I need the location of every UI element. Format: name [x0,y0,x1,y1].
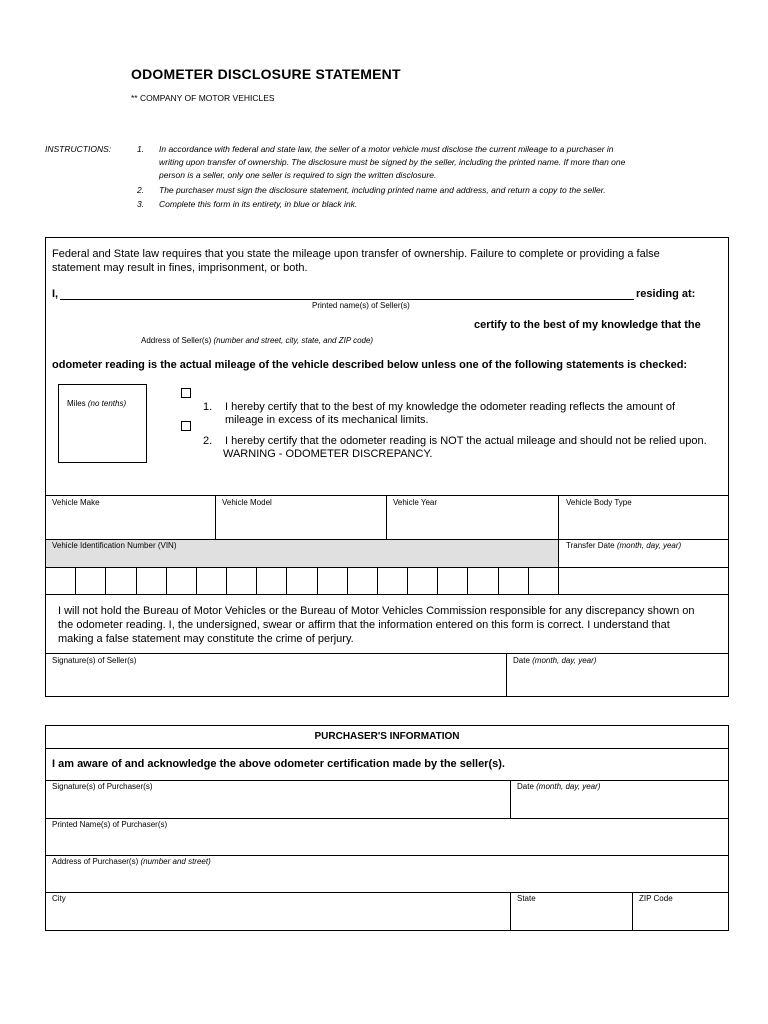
vehicle-make-field[interactable]: Vehicle Make [52,498,100,507]
transfer-date-italic: (month, day, year) [616,541,682,550]
instruction-1-line-3: person is a seller, only one seller is required to sign the written disclosure. [159,170,437,180]
law-text-line-1: Federal and State law requires that you state the mileage upon transfer of ownership. Failure to complete or providing a false [52,248,660,260]
printed-name-caption: Printed name(s) of Seller(s) [312,301,410,310]
vin-digit-cell[interactable] [45,568,75,594]
statement-2-line-2: WARNING - ODOMETER DISCREPANCY. [223,448,433,460]
vehicle-grid-divider-1 [215,495,216,540]
purchaser-acknowledge: I am aware of and acknowledge the above odometer certification made by the seller(s). [52,758,505,770]
statement-1-checkbox[interactable] [181,388,191,398]
miles-label [67,399,126,408]
purchaser-row-3 [45,818,729,819]
form-subtitle: ** COMPANY OF MOTOR VEHICLES [131,93,275,103]
statement-1-num: 1. [203,401,213,413]
purchaser-signature-field[interactable]: Signature(s) of Purchaser(s) [52,782,153,791]
vin-digit-cell[interactable] [528,568,558,594]
purchaser-row-2 [45,780,729,781]
vehicle-grid-divider-2 [386,495,387,540]
purchaser-address-italic: (number and street) [140,857,211,866]
purchaser-heading: PURCHASER'S INFORMATION [314,731,460,742]
vin-digit-cell[interactable] [226,568,256,594]
seller-address-caption [141,336,373,345]
purchaser-state-field[interactable]: State [517,894,536,903]
statement-1-line-2: mileage in excess of its mechanical limits. [225,414,429,426]
purchaser-city-divider [510,892,511,930]
purchaser-address-field[interactable] [52,857,211,866]
law-text-line-2: statement may result in fines, imprisonment, or both. [52,262,308,274]
statement-2-checkbox[interactable] [181,421,191,431]
residing-at-label: residing at: [636,288,696,300]
vehicle-grid-divider-3 [558,495,559,595]
vehicle-grid-top [45,495,729,496]
instruction-num-2: 2. [137,185,145,195]
seller-date-plain: Date [513,656,533,665]
seller-signature-row-top [45,653,729,654]
seller-date-field[interactable] [513,656,596,665]
seller-name-line[interactable] [60,299,634,300]
vehicle-year-field[interactable]: Vehicle Year [393,498,438,507]
purchaser-city-field[interactable]: City [52,894,66,903]
odometer-statement: odometer reading is the actual mileage of the vehicle described below unless one of the following statements is checked: [52,359,688,371]
vin-digit-cell[interactable] [377,568,407,594]
statement-2-line-1: I hereby certify that the odometer reading is NOT the actual mileage and should not be relied upon. [225,435,707,447]
seller-date-italic: (month, day, year) [532,656,597,665]
instructions-label: INSTRUCTIONS: [45,144,112,154]
purchaser-row-1 [45,748,729,749]
statement-2-num: 2. [203,435,213,447]
purchaser-printed-name-field[interactable]: Printed Name(s) of Purchaser(s) [52,820,168,829]
miles-box[interactable] [58,384,147,463]
purchaser-row-4 [45,855,729,856]
purchaser-row-5 [45,892,729,893]
vin-digit-cell[interactable] [136,568,166,594]
vin-digit-cell[interactable] [437,568,467,594]
liability-line-2: the odometer reading. I, the undersigned, swear or affirm that the information entered on this form is correct. I understand that [58,619,670,631]
purchaser-date-plain: Date [517,782,537,791]
vin-digit-cell[interactable] [407,568,437,594]
instruction-1-line-2: writing upon transfer of ownership. The disclosure must be signed by the seller, including the printed name. If more than one [159,157,626,167]
seller-address-caption-plain: Address of Seller(s) [141,336,214,345]
vin-digit-cell[interactable] [498,568,528,594]
purchaser-signature-divider [510,780,511,818]
purchaser-date-italic: (month, day, year) [536,782,601,791]
instruction-1-line-1: In accordance with federal and state law, the seller of a motor vehicle must disclose the current mileage to a purchaser in [159,144,614,154]
vin-label: Vehicle Identification Number (VIN) [52,541,177,550]
seller-address-caption-italic: (number and street, city, state, and ZIP code) [213,336,374,345]
vin-cells-bottom [45,594,729,595]
miles-label-plain: Miles [67,399,88,408]
vin-digit-cell[interactable] [256,568,286,594]
vehicle-body-type-field[interactable]: Vehicle Body Type [566,498,632,507]
seller-signature-field[interactable]: Signature(s) of Seller(s) [52,656,137,665]
transfer-date-plain: Transfer Date [566,541,617,550]
transfer-date-field[interactable] [566,541,681,550]
vin-digit-cell[interactable] [166,568,196,594]
vin-digit-cell[interactable] [196,568,226,594]
liability-line-1: I will not hold the Bureau of Motor Vehicles or the Bureau of Motor Vehicles Commission responsible for any discrepancy shown on [58,605,695,617]
vehicle-model-field[interactable]: Vehicle Model [222,498,272,507]
miles-label-italic: (no tenths) [87,399,127,408]
instruction-2-line-1: The purchaser must sign the disclosure statement, including printed name and address, and return a copy to the seller. [159,185,606,195]
purchaser-address-plain: Address of Purchaser(s) [52,857,141,866]
vin-digit-cell[interactable] [286,568,316,594]
instruction-3-line-1: Complete this form in its entirety, in blue or black ink. [159,199,358,209]
seller-i-label: I, [52,288,59,300]
form-title: ODOMETER DISCLOSURE STATEMENT [131,66,401,82]
liability-line-3: making a false statement may constitute the crime of perjury. [58,633,354,645]
vin-digit-cell[interactable] [105,568,135,594]
seller-signature-divider [506,653,507,696]
statement-1-line-1: I hereby certify that to the best of my knowledge the odometer reading reflects the amount of [225,401,676,413]
purchaser-zip-field[interactable]: ZIP Code [639,894,673,903]
certify-text: certify to the best of my knowledge that the [474,319,701,331]
vin-digit-cell[interactable] [347,568,377,594]
vin-digit-cell[interactable] [75,568,105,594]
vin-digit-cell[interactable] [467,568,497,594]
vin-digit-cell[interactable] [317,568,347,594]
instruction-num-3: 3. [137,199,145,209]
purchaser-state-divider [632,892,633,930]
purchaser-date-field[interactable] [517,782,600,791]
instruction-num-1: 1. [137,144,145,154]
